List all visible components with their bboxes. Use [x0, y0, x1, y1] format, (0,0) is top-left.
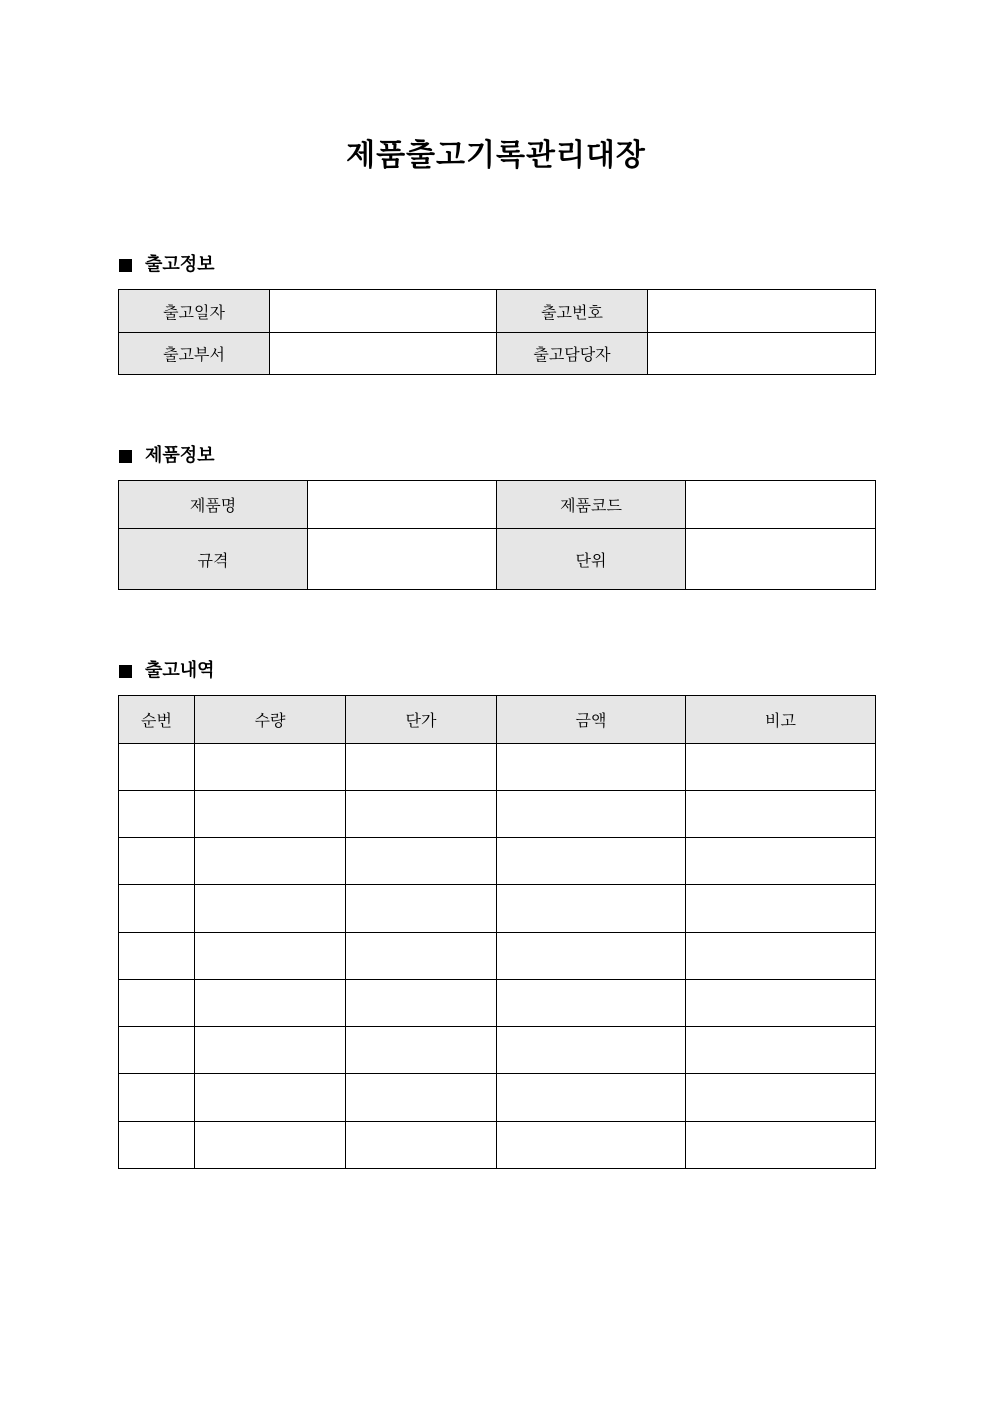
column-header-remarks: 비고 — [686, 696, 876, 744]
label-product-code: 제품코드 — [497, 481, 686, 529]
section-heading-product-info — [119, 444, 215, 468]
label-shipping-number: 출고번호 — [497, 290, 648, 333]
section-heading-shipping-details — [119, 659, 215, 683]
cell-quantity[interactable] — [195, 933, 346, 980]
label-shipping-manager: 출고담당자 — [497, 333, 648, 375]
label-product-unit: 단위 — [497, 529, 686, 590]
cell-quantity[interactable] — [195, 744, 346, 791]
shipping-number-field[interactable] — [648, 290, 876, 333]
cell-amount[interactable] — [497, 933, 686, 980]
section-title: 제품정보 — [145, 445, 215, 466]
label-product-spec: 규격 — [119, 529, 308, 590]
cell-amount[interactable] — [497, 1027, 686, 1074]
table-row — [119, 885, 876, 933]
table-row — [119, 481, 876, 529]
table-row — [119, 529, 876, 590]
cell-unit-price[interactable] — [346, 1027, 497, 1074]
cell-amount[interactable] — [497, 1074, 686, 1122]
shipping-department-field[interactable] — [270, 333, 497, 375]
shipping-date-field[interactable] — [270, 290, 497, 333]
column-header-seq: 순번 — [119, 696, 195, 744]
square-bullet-icon — [119, 259, 132, 272]
cell-remarks[interactable] — [686, 1122, 876, 1169]
cell-remarks[interactable] — [686, 933, 876, 980]
product-code-field[interactable] — [686, 481, 876, 529]
shipping-manager-field[interactable] — [648, 333, 876, 375]
table-row — [119, 1122, 876, 1169]
product-spec-field[interactable] — [308, 529, 497, 590]
table-row — [119, 1027, 876, 1074]
cell-quantity[interactable] — [195, 838, 346, 885]
cell-unit-price[interactable] — [346, 1122, 497, 1169]
cell-quantity[interactable] — [195, 791, 346, 838]
label-shipping-department: 출고부서 — [119, 333, 270, 375]
section-title: 출고내역 — [145, 660, 215, 681]
section-title: 출고정보 — [145, 254, 215, 275]
cell-remarks[interactable] — [686, 838, 876, 885]
cell-unit-price[interactable] — [346, 744, 497, 791]
cell-unit-price[interactable] — [346, 1074, 497, 1122]
table-row — [119, 980, 876, 1027]
column-header-amount: 금액 — [497, 696, 686, 744]
cell-remarks[interactable] — [686, 1027, 876, 1074]
cell-unit-price[interactable] — [346, 933, 497, 980]
table-row — [119, 1074, 876, 1122]
shipping-details-table — [118, 695, 876, 1169]
cell-amount[interactable] — [497, 791, 686, 838]
cell-seq[interactable] — [119, 885, 195, 933]
section-heading-shipping-info — [119, 253, 215, 277]
cell-unit-price[interactable] — [346, 980, 497, 1027]
cell-seq[interactable] — [119, 1027, 195, 1074]
product-name-field[interactable] — [308, 481, 497, 529]
cell-seq[interactable] — [119, 838, 195, 885]
cell-remarks[interactable] — [686, 791, 876, 838]
cell-amount[interactable] — [497, 744, 686, 791]
document-title: 제품출고기록관리대장 — [346, 138, 646, 173]
square-bullet-icon — [119, 665, 132, 678]
table-row — [119, 290, 876, 333]
cell-amount[interactable] — [497, 980, 686, 1027]
cell-amount[interactable] — [497, 1122, 686, 1169]
cell-unit-price[interactable] — [346, 791, 497, 838]
column-header-quantity: 수량 — [195, 696, 346, 744]
cell-amount[interactable] — [497, 885, 686, 933]
table-row — [119, 744, 876, 791]
square-bullet-icon — [119, 450, 132, 463]
cell-quantity[interactable] — [195, 1074, 346, 1122]
cell-remarks[interactable] — [686, 980, 876, 1027]
cell-seq[interactable] — [119, 1122, 195, 1169]
cell-quantity[interactable] — [195, 885, 346, 933]
label-shipping-date: 출고일자 — [119, 290, 270, 333]
table-header-row — [119, 696, 876, 744]
cell-seq[interactable] — [119, 791, 195, 838]
column-header-unit-price: 단가 — [346, 696, 497, 744]
cell-remarks[interactable] — [686, 744, 876, 791]
cell-amount[interactable] — [497, 838, 686, 885]
table-row — [119, 791, 876, 838]
cell-remarks[interactable] — [686, 885, 876, 933]
table-row — [119, 838, 876, 885]
label-product-name: 제품명 — [119, 481, 308, 529]
product-info-table — [118, 480, 876, 590]
cell-unit-price[interactable] — [346, 838, 497, 885]
shipping-info-table — [118, 289, 876, 375]
cell-unit-price[interactable] — [346, 885, 497, 933]
cell-seq[interactable] — [119, 980, 195, 1027]
product-unit-field[interactable] — [686, 529, 876, 590]
table-row — [119, 333, 876, 375]
cell-seq[interactable] — [119, 933, 195, 980]
table-row — [119, 933, 876, 980]
cell-seq[interactable] — [119, 744, 195, 791]
cell-remarks[interactable] — [686, 1074, 876, 1122]
cell-quantity[interactable] — [195, 1122, 346, 1169]
cell-quantity[interactable] — [195, 1027, 346, 1074]
cell-quantity[interactable] — [195, 980, 346, 1027]
cell-seq[interactable] — [119, 1074, 195, 1122]
